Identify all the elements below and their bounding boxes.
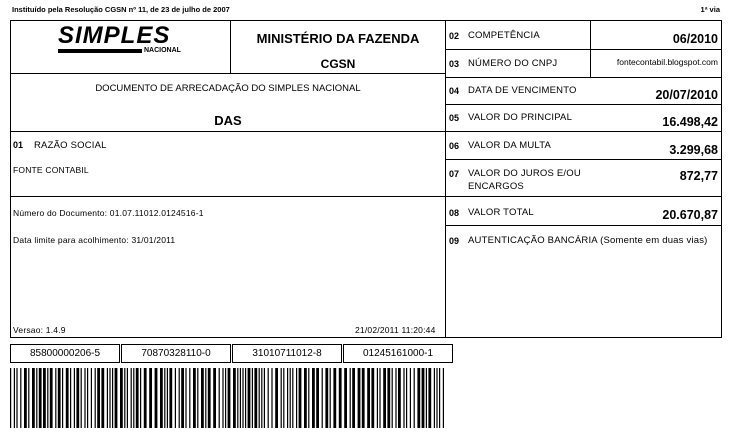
barcode-bar [14, 368, 15, 428]
field-cnpj-value: fontecontabil.blogspot.com [616, 57, 718, 67]
barcode-bar [101, 368, 104, 428]
razao-value: FONTE CONTABIL [13, 165, 89, 175]
barcode-bar [39, 368, 42, 428]
barcode-bar [428, 368, 431, 428]
barcode-bar [312, 368, 315, 428]
barcode-bar [36, 368, 37, 428]
logo-brand: SIMPLES [58, 22, 171, 49]
barcode-bar [107, 368, 108, 428]
barcode-bar [439, 368, 440, 428]
barcode-bar [50, 368, 53, 428]
barcode-bar [271, 368, 272, 428]
document-number: Número do Documento: 01.07.11012.0124516-1 [13, 208, 204, 218]
copy-indicator: 1ª via [700, 5, 720, 14]
document-title: DOCUMENTO DE ARRECADAÇÃO DO SIMPLES NACIONAL [95, 83, 361, 94]
barcode-bar [208, 368, 211, 428]
barcode-bar [28, 368, 29, 428]
barcode-bar [259, 368, 260, 428]
barcode-bar [414, 368, 415, 428]
barcode-bar [219, 368, 220, 428]
barcode-bar [398, 368, 401, 428]
barcode-bar [308, 368, 309, 428]
barcode-bar [66, 368, 69, 428]
barcode-bar [316, 368, 319, 428]
barcode-bar [136, 368, 139, 428]
barcode-bar [185, 368, 186, 428]
barcode-bar [392, 368, 393, 428]
timestamp: 21/02/2011 11:20:44 [355, 325, 436, 335]
barcode-bar [70, 368, 71, 428]
barcode-bar [275, 368, 278, 428]
barcode-bar [213, 368, 216, 428]
razao-label: RAZÃO SOCIAL [34, 140, 107, 151]
barcode-bar [160, 368, 163, 428]
barcode-bar [16, 368, 17, 428]
barcode-bar [330, 368, 331, 428]
barcode-bar [339, 368, 342, 428]
barcode-bar [426, 368, 427, 428]
barcode-number: 70870328110-0 [121, 344, 231, 363]
barcode-bar [109, 368, 110, 428]
barcode-bar [264, 368, 265, 428]
barcode-bar [201, 368, 204, 428]
barcode-bar [242, 368, 243, 428]
barcode-bar [140, 368, 141, 428]
barcode-bar [377, 368, 378, 428]
barcode-bar [422, 368, 425, 428]
barcode-bar [189, 368, 190, 428]
barcode-bar [371, 368, 374, 428]
barcode-number: 31010711012-8 [232, 344, 342, 363]
barcode-bar [127, 368, 128, 428]
barcode-bar [62, 368, 63, 428]
barcode-bar [169, 368, 172, 428]
barcode-bar [97, 368, 100, 428]
barcode [10, 368, 446, 428]
barcode-bar [254, 368, 257, 428]
barcode-bar [112, 368, 113, 428]
barcode-bar [240, 368, 241, 428]
barcode-bar [175, 368, 176, 428]
barcode-bar [84, 368, 85, 428]
barcode-bar [403, 368, 404, 428]
barcode-bar [304, 368, 307, 428]
barcode-bar [434, 368, 435, 428]
field-total-value: 20.670,87 [662, 208, 718, 222]
barcode-bar [287, 368, 288, 428]
instituted-note: Instituído pela Resolução CGSN nº 11, de 23 de julho de 2007 [12, 5, 230, 14]
barcode-bar [24, 368, 27, 428]
barcode-bar [387, 368, 390, 428]
barcode-bar [358, 368, 361, 428]
barcode-bar [245, 368, 246, 428]
document-acronym: DAS [214, 113, 242, 128]
barcode-bar [237, 368, 238, 428]
barcode-bar [261, 368, 262, 428]
barcode-bar [252, 368, 253, 428]
barcode-bar [55, 368, 56, 428]
barcode-bar [91, 368, 92, 428]
barcode-bar [87, 368, 88, 428]
barcode-bar [43, 368, 46, 428]
field-vencimento-value: 20/07/2010 [655, 88, 718, 102]
field-principal-value: 16.498,42 [662, 115, 718, 129]
barcode-bar [74, 368, 75, 428]
barcode-number: 85800000206-5 [10, 344, 120, 363]
barcode-bar [395, 368, 396, 428]
barcode-bar [325, 368, 328, 428]
barcode-bar [179, 368, 180, 428]
barcode-bar [406, 368, 407, 428]
barcode-bar [350, 368, 351, 428]
barcode-bar [281, 368, 282, 428]
barcode-bar [144, 368, 147, 428]
barcode-bar [47, 368, 48, 428]
logo-sub: NACIONAL [144, 47, 181, 54]
barcode-bar [10, 368, 11, 428]
barcode-bar [155, 368, 158, 428]
barcode-bar [233, 368, 236, 428]
barcode-bar [181, 368, 184, 428]
barcode-bar [225, 368, 226, 428]
barcode-bar [290, 368, 291, 428]
barcode-number: 01245161000-1 [343, 344, 453, 363]
barcode-bar [228, 368, 231, 428]
barcode-bar [32, 368, 35, 428]
barcode-bar [20, 368, 21, 428]
barcode-bar [58, 368, 61, 428]
barcode-bar [81, 368, 82, 428]
barcode-bar [333, 368, 336, 428]
barcode-bar [362, 368, 365, 428]
barcode-bar [124, 368, 125, 428]
barcode-bar [436, 368, 437, 428]
field-competencia-value: 06/2010 [672, 32, 718, 46]
barcode-bar [248, 368, 251, 428]
razao-number: 01 [13, 140, 24, 150]
barcode-bar [133, 368, 134, 428]
barcode-bar [417, 368, 420, 428]
barcode-bar [296, 368, 297, 428]
barcode-bar [383, 368, 386, 428]
barcode-bar [344, 368, 347, 428]
ministry-title: MINISTÉRIO DA FAZENDA [256, 31, 420, 46]
barcode-bar [222, 368, 223, 428]
barcode-bar [197, 368, 198, 428]
version: Versao: 1.4.9 [13, 325, 66, 335]
barcode-bar [352, 368, 355, 428]
field-juros-value: 872,77 [679, 169, 718, 183]
barcode-bar [283, 368, 284, 428]
barcode-bar [299, 368, 302, 428]
barcode-bar [292, 368, 293, 428]
simples-logo [58, 23, 188, 55]
barcode-bar [193, 368, 196, 428]
barcode-bar [95, 368, 96, 428]
ministry-sub: CGSN [320, 57, 356, 71]
barcode-bar [268, 368, 269, 428]
barcode-bar [120, 368, 123, 428]
barcode-bar [410, 368, 411, 428]
deadline: Data limite para acolhimento: 31/01/2011 [13, 235, 176, 245]
barcode-bar [379, 368, 380, 428]
barcode-bar [322, 368, 323, 428]
barcode-bar [149, 368, 152, 428]
field-multa-value: 3.299,68 [669, 143, 718, 157]
barcode-bar [205, 368, 206, 428]
barcode-bar [131, 368, 132, 428]
barcode-bar [164, 368, 165, 428]
barcode-bar [115, 368, 118, 428]
barcode-bar [167, 368, 168, 428]
barcode-bar [367, 368, 370, 428]
barcode-bar [76, 368, 79, 428]
barcode-bar [443, 368, 444, 428]
